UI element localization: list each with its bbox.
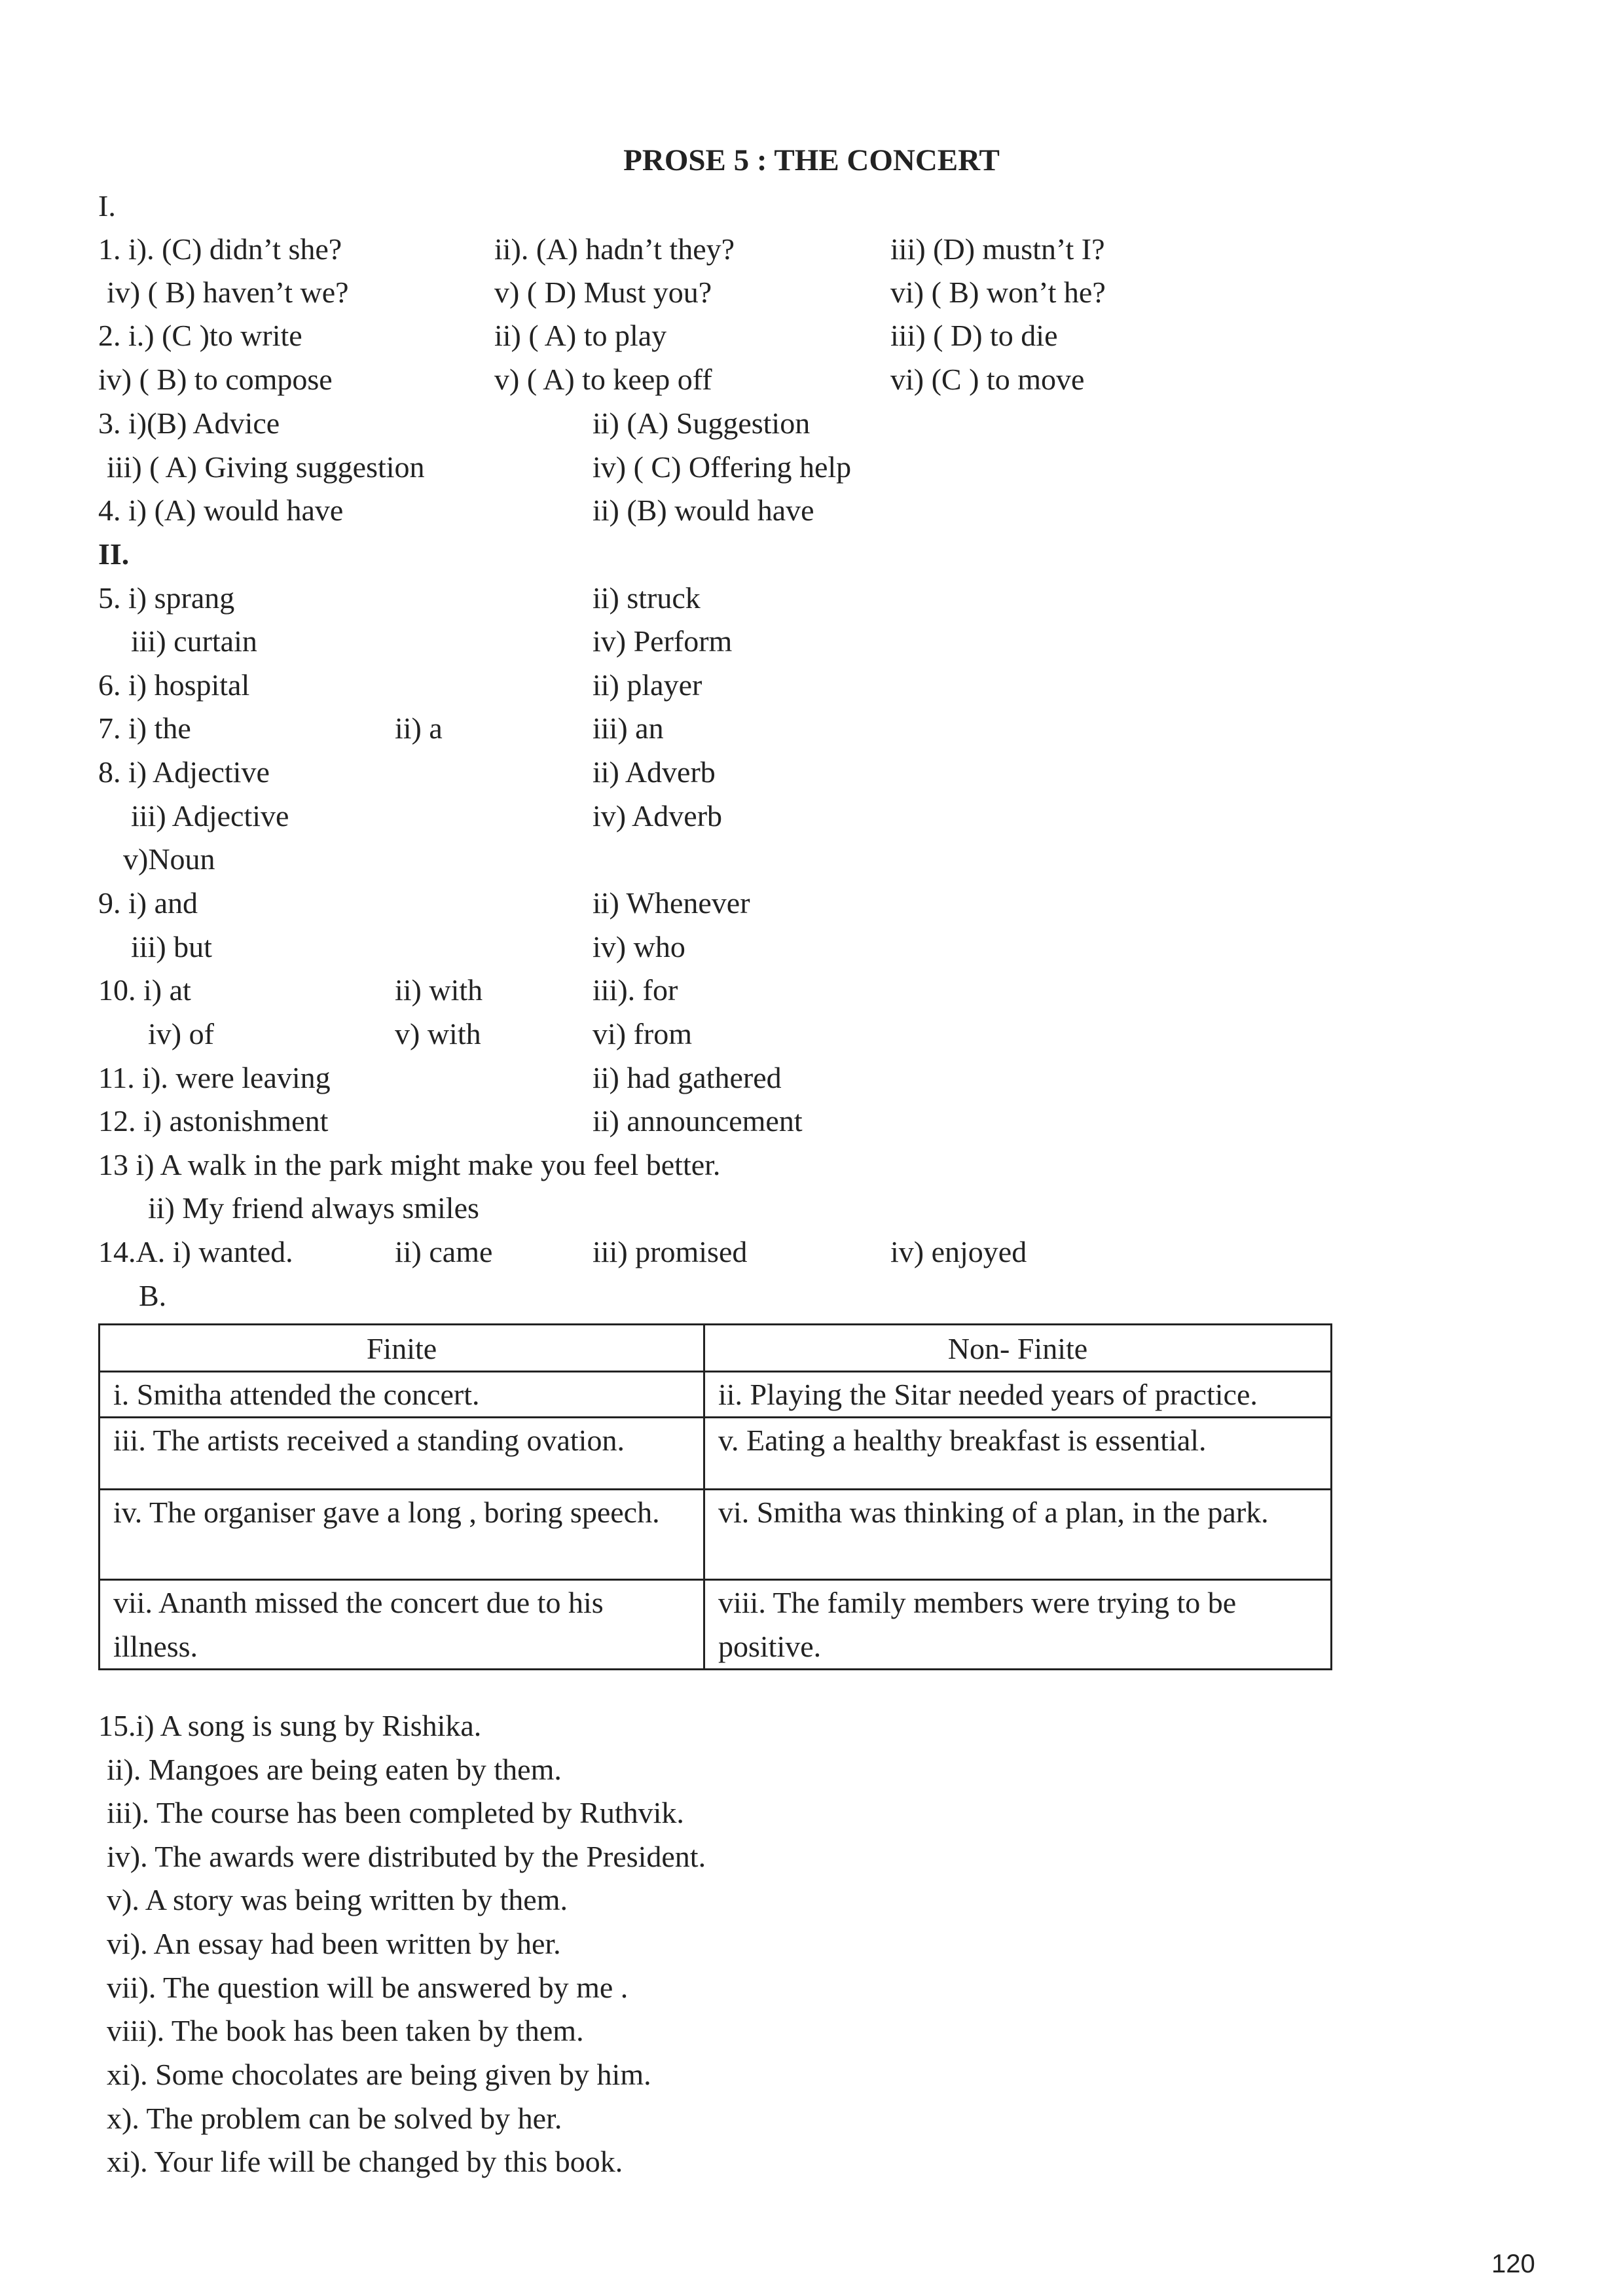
answer-3-iv: iv) ( C) Offering help	[593, 450, 852, 484]
answer-12-ii: ii) announcement	[593, 1104, 803, 1138]
answer-5-iv: iv) Perform	[593, 624, 733, 658]
answer-15-ii: ii). Mangoes are being eaten by them.	[107, 1753, 562, 1786]
answer-5-i: 5. i) sprang	[98, 581, 235, 615]
answer-1-i: 1. i). (C) didn’t she?	[98, 232, 342, 266]
table-row	[100, 1580, 1332, 1670]
answer-10-i: 10. i) at	[98, 973, 191, 1007]
table-cell: iii. The artists received a standing ovation.	[100, 1418, 704, 1490]
answer-5-ii: ii) struck	[593, 581, 701, 615]
answer-1-iii: iii) (D) mustn’t I?	[890, 232, 1105, 266]
table-header-non-finite: Non- Finite	[704, 1325, 1332, 1372]
answer-13-ii: ii) My friend always smiles	[148, 1191, 479, 1225]
answer-1-iv: iv) ( B) haven’t we?	[107, 276, 349, 309]
answer-15-vi: vi). An essay had been written by her.	[107, 1927, 561, 1960]
answer-3-ii: ii) (A) Suggestion	[593, 406, 811, 440]
answer-10-ii: ii) with	[395, 973, 483, 1007]
answer-2-v: v) ( A) to keep off	[494, 363, 712, 396]
answer-14a-ii: ii) came	[395, 1235, 493, 1268]
answer-10-v: v) with	[395, 1017, 481, 1050]
finite-nonfinite-table	[98, 1323, 1332, 1670]
answer-15-xi: xi). Your life will be changed by this book.	[107, 2145, 623, 2178]
page-number: 120	[1491, 2250, 1535, 2278]
table-row	[100, 1372, 1332, 1418]
answer-5-iii: iii) curtain	[131, 624, 257, 658]
table-cell: vi. Smitha was thinking of a plan, in the park.	[704, 1490, 1332, 1580]
answer-14a-iv: iv) enjoyed	[890, 1235, 1027, 1268]
table-header-finite: Finite	[100, 1325, 704, 1372]
answer-7-i: 7. i) the	[98, 711, 191, 745]
answer-7-iii: iii) an	[593, 711, 664, 745]
section-heading-i: I.	[98, 189, 116, 223]
answer-14a-iii: iii) promised	[593, 1235, 748, 1268]
table-cell: v. Eating a healthy breakfast is essential.	[704, 1418, 1332, 1490]
answer-15-v: v). A story was being written by them.	[107, 1883, 568, 1916]
answer-4-ii: ii) (B) would have	[593, 493, 814, 527]
answer-10-iv: iv) of	[148, 1017, 214, 1050]
table-cell: iv. The organiser gave a long , boring speech.	[100, 1490, 704, 1580]
answer-9-iv: iv) who	[593, 930, 685, 963]
answer-4-i: 4. i) (A) would have	[98, 493, 344, 527]
answer-2-vi: vi) (C ) to move	[890, 363, 1085, 396]
answer-2-ii: ii) ( A) to play	[494, 319, 667, 352]
answer-14a-i: 14.A. i) wanted.	[98, 1235, 293, 1268]
answer-6-ii: ii) player	[593, 668, 702, 702]
answer-8-iv: iv) Adverb	[593, 799, 723, 833]
answer-6-i: 6. i) hospital	[98, 668, 250, 702]
answer-10-vi: vi) from	[593, 1017, 693, 1050]
answer-15-i: 15.i) A song is sung by Rishika.	[98, 1709, 482, 1742]
answer-1-v: v) ( D) Must you?	[494, 276, 712, 309]
answer-11-ii: ii) had gathered	[593, 1061, 782, 1094]
answer-10-iii: iii). for	[593, 973, 678, 1007]
page-title: PROSE 5 : THE CONCERT	[623, 143, 1000, 177]
answer-15-ix: xi). Some chocolates are being given by him.	[107, 2058, 651, 2091]
answer-8-v: v)Noun	[123, 842, 215, 876]
answer-2-iv: iv) ( B) to compose	[98, 363, 333, 396]
answer-1-ii: ii). (A) hadn’t they?	[494, 232, 735, 266]
answer-11-i: 11. i). were leaving	[98, 1061, 331, 1094]
table-cell: vii. Ananth missed the concert due to his illness.	[100, 1580, 704, 1670]
answer-13-i: 13 i) A walk in the park might make you feel better.	[98, 1148, 721, 1181]
answer-15-vii: vii). The question will be answered by me .	[107, 1971, 629, 2004]
table-cell: i. Smitha attended the concert.	[100, 1372, 704, 1418]
answer-3-i: 3. i)(B) Advice	[98, 406, 280, 440]
answer-2-iii: iii) ( D) to die	[890, 319, 1058, 352]
table-cell: viii. The family members were trying to be positive.	[704, 1580, 1332, 1670]
table-header-row	[100, 1325, 1332, 1372]
table-row	[100, 1490, 1332, 1580]
answer-15-x: x). The problem can be solved by her.	[107, 2102, 562, 2135]
answer-8-i: 8. i) Adjective	[98, 755, 270, 789]
answer-9-iii: iii) but	[131, 930, 212, 963]
answer-15-iii: iii). The course has been completed by Ruthvik.	[107, 1796, 684, 1829]
answer-12-i: 12. i) astonishment	[98, 1104, 329, 1138]
answer-15-iv: iv). The awards were distributed by the President.	[107, 1840, 706, 1873]
answer-8-iii: iii) Adjective	[131, 799, 289, 833]
answer-1-vi: vi) ( B) won’t he?	[890, 276, 1106, 309]
answer-2-i: 2. i.) (C )to write	[98, 319, 302, 352]
answer-9-i: 9. i) and	[98, 886, 198, 920]
section-heading-ii: II.	[98, 537, 130, 571]
answer-3-iii: iii) ( A) Giving suggestion	[107, 450, 425, 484]
answer-8-ii: ii) Adverb	[593, 755, 716, 789]
answer-9-ii: ii) Whenever	[593, 886, 750, 920]
answer-15-viii: viii). The book has been taken by them.	[107, 2014, 584, 2047]
table-cell: ii. Playing the Sitar needed years of practice.	[704, 1372, 1332, 1418]
answer-14b-label: B.	[139, 1279, 167, 1312]
answer-7-ii: ii) a	[395, 711, 443, 745]
table-row	[100, 1418, 1332, 1490]
